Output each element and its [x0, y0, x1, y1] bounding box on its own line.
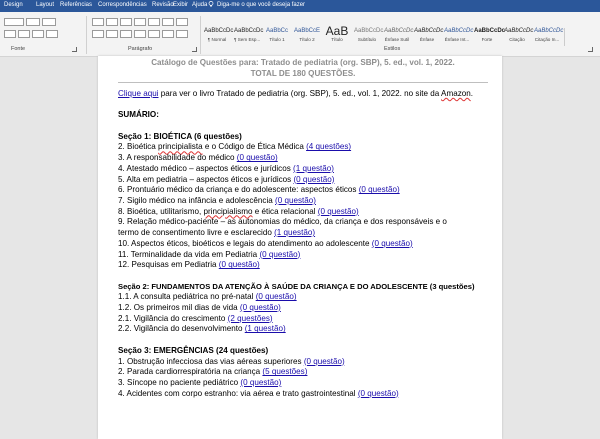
intro-text: para ver o livro Tratado de pediatria (org. SBP), 5. ed., vol. 1, 2022. no site da — [158, 89, 442, 98]
item-text: 11. Terminalidade da vida em Pediatria — [118, 249, 260, 259]
font-color-button[interactable] — [4, 18, 24, 26]
list-item — [118, 185, 488, 196]
style-subtitle[interactable] — [354, 26, 384, 48]
tab-design[interactable]: Design — [4, 2, 23, 8]
item-text: 4. Acidentes com corpo estranho: via aérea e trato gastrointestinal — [118, 388, 358, 398]
style-preview: AaBbCcDc — [444, 28, 474, 34]
style-name: Título 1 — [269, 37, 285, 42]
item-text: 3. Síncope no paciente pediátrico — [118, 377, 241, 387]
style-name: Forte — [481, 37, 493, 42]
question-count-link[interactable]: (0 questão) — [255, 292, 297, 302]
style-name: Citação In... — [534, 37, 560, 42]
style-no-spacing[interactable] — [234, 26, 264, 48]
style-name: Título — [331, 37, 343, 42]
question-count-link[interactable]: (0 questão) — [357, 388, 399, 398]
style-heading-2[interactable] — [294, 26, 320, 48]
section-1-heading: Seção 1: BIOÉTICA (6 questões) — [118, 131, 242, 141]
style-title[interactable] — [324, 26, 350, 48]
item-text: 10. Aspectos éticos, bioéticos e legais do atendimento ao adolescente — [118, 238, 372, 248]
item-text: 1.1. A consulta pediátrica no pré-natal — [118, 292, 256, 302]
style-normal[interactable] — [204, 26, 234, 48]
list-item — [118, 260, 488, 271]
tab-review[interactable]: Revisão — [152, 2, 174, 8]
question-count-link[interactable]: (5 questões) — [262, 367, 308, 377]
borders-button[interactable] — [176, 30, 188, 38]
tab-view[interactable]: Exibir — [173, 2, 189, 8]
question-count-link[interactable]: (1 questão) — [244, 324, 286, 334]
bold-button[interactable] — [4, 30, 16, 38]
list-item — [118, 142, 488, 153]
title-divider — [118, 82, 488, 83]
document-page[interactable] — [98, 56, 502, 439]
list-item — [118, 196, 488, 207]
list-item — [118, 367, 488, 378]
style-name: Subtítulo — [357, 37, 377, 42]
bullets-button[interactable] — [92, 18, 104, 26]
intro-amazon: Amazon — [441, 89, 471, 98]
style-name: ¶ Normal — [207, 37, 227, 42]
question-count-link[interactable]: (0 questão) — [371, 238, 413, 248]
styles-group-label: Estilos — [384, 46, 401, 52]
list-item — [118, 164, 488, 175]
decrease-indent-button[interactable] — [134, 18, 146, 26]
item-text: 5. Alta em pediatria – aspectos éticos e jurídicos — [118, 174, 294, 184]
question-count-link[interactable]: (0 questão) — [240, 377, 282, 387]
style-emphasis[interactable] — [414, 26, 444, 48]
lightbulb-icon — [208, 1, 214, 7]
paragraph-group-label: Parágrafo — [128, 46, 153, 52]
divider — [86, 16, 87, 54]
section-2-heading: Seção 2: FUNDAMENTOS DA ATENÇÃO À SAÚDE DA CRIANÇA E DO ADOLESCENTE (3 questões) — [118, 281, 475, 291]
item-text: 8. Bioética, utilitarismo, — [118, 206, 204, 216]
question-count-link[interactable]: (4 questões) — [306, 142, 352, 152]
numbering-button[interactable] — [106, 18, 118, 26]
style-strong[interactable] — [474, 26, 506, 48]
align-center-button[interactable] — [106, 30, 118, 38]
question-count-link[interactable]: (0 questão) — [275, 196, 316, 205]
list-item — [118, 250, 488, 261]
list-item: 9. Relação médico-paciente – as autonomias do médico, da criança e dos responsáveis e o — [118, 217, 447, 227]
multilevel-list-button[interactable] — [120, 18, 132, 26]
item-text: 1.2. Os primeiros mil dias de vida — [118, 303, 240, 313]
style-preview: AaBbCc — [265, 28, 288, 34]
styles-scroll-icon[interactable] — [564, 28, 571, 46]
list-item — [118, 303, 488, 314]
style-intense-quote[interactable] — [534, 26, 564, 48]
item-text-spellcheck: principialismo — [203, 206, 253, 216]
item-text: 2. Bioética — [118, 142, 159, 152]
list-item — [118, 175, 488, 186]
item-text: e ética relacional — [252, 206, 318, 216]
question-count-link[interactable]: (0 questão) — [239, 303, 281, 313]
list-item — [118, 378, 488, 389]
tell-me-text: Diga-me o que você deseja fazer — [217, 2, 306, 8]
amazon-link-click-here[interactable]: Clique aqui — [118, 89, 159, 98]
ribbon — [0, 12, 600, 57]
style-preview: AaBbCcDc — [354, 28, 384, 34]
spacer — [118, 100, 488, 111]
style-name: Ênfase — [419, 37, 435, 42]
item-text: 2. Parada cardiorrespiratória na criança — [118, 367, 263, 377]
style-preview: AaBbCcDc — [534, 28, 564, 34]
text-highlight-button[interactable] — [26, 18, 40, 26]
strikethrough-button[interactable] — [46, 30, 58, 38]
item-text: 1. Obstrução infecciosa das vias aéreas superiores — [118, 356, 304, 366]
list-item — [118, 314, 488, 325]
styles-dialog-launcher-icon[interactable] — [588, 47, 593, 52]
spacer — [118, 121, 488, 132]
shading-button[interactable] — [162, 30, 174, 38]
intro-paragraph — [118, 89, 488, 100]
style-preview: AaBbCcDc — [474, 28, 506, 34]
style-name: Título 2 — [299, 37, 315, 42]
divider — [200, 16, 201, 54]
question-count-link[interactable]: (0 questão) — [303, 356, 345, 366]
item-text-spellcheck: principialista — [158, 142, 203, 152]
question-count-link[interactable]: (0 questão) — [236, 153, 278, 163]
tab-layout[interactable]: Layout — [36, 2, 55, 8]
item-text: 4. Atestado médico – aspectos éticos e jurídicos — [118, 163, 294, 173]
tab-help[interactable]: Ajuda — [192, 2, 208, 8]
style-name: Citação — [509, 37, 525, 42]
style-heading-1[interactable] — [264, 26, 290, 48]
intro-end: . — [470, 89, 473, 98]
question-count-link[interactable]: (0 questão) — [317, 206, 359, 216]
question-count-link[interactable]: (1 questão) — [293, 163, 334, 173]
italic-button[interactable] — [18, 30, 30, 38]
style-name: Ênfase Int... — [444, 37, 470, 42]
summary-heading: SUMÁRIO: — [118, 110, 159, 120]
doc-title-line-1: Catálogo de Questões para: Tratado de pediatria (org. SBP), 5. ed., vol. 1, 2022. — [151, 58, 455, 67]
tab-references[interactable]: Referências — [60, 2, 93, 8]
item-text: 6. Prontuário médico da criança e do adolescente: aspectos éticos — [118, 185, 359, 195]
paragraph-dialog-launcher-icon[interactable] — [192, 47, 197, 52]
underline-button[interactable] — [32, 30, 44, 38]
item-text: e o Código de Ética Médica — [202, 142, 307, 152]
list-item — [118, 357, 488, 368]
item-text: 2.2. Vigilância do desenvolvimento — [118, 324, 245, 334]
ribbon-tab-bar — [0, 0, 600, 12]
sort-button[interactable] — [162, 18, 174, 26]
list-item — [118, 324, 488, 335]
list-item — [118, 292, 488, 303]
line-spacing-button[interactable] — [148, 30, 160, 38]
item-text: 2.1. Vigilância do crescimento — [118, 313, 228, 323]
style-preview: AaBbCcDc — [234, 28, 264, 34]
style-preview: AaB — [325, 24, 349, 38]
style-subtle-emphasis[interactable] — [384, 26, 414, 48]
list-item — [118, 389, 488, 400]
question-count-link[interactable]: (0 questão) — [358, 185, 400, 195]
list-item — [118, 239, 488, 250]
spacer — [118, 271, 488, 282]
question-count-link[interactable]: (0 questão) — [218, 260, 260, 270]
font-group-label: Fonte — [11, 46, 26, 52]
increase-indent-button[interactable] — [148, 18, 160, 26]
style-preview: AaBbCcDc — [414, 28, 444, 34]
list-item — [118, 228, 488, 239]
document-body[interactable] — [118, 56, 488, 399]
align-left-button[interactable] — [92, 30, 104, 38]
spacer — [118, 335, 488, 346]
font-dialog-launcher-icon[interactable] — [72, 47, 77, 52]
question-count-link[interactable]: (2 questões) — [227, 313, 273, 323]
style-preview: AaBbCcDc — [504, 28, 534, 34]
item-text: 12. Pesquisas em Pediatria — [118, 260, 219, 270]
item-text: termo de consentimento livre e esclarecido — [118, 228, 275, 238]
doc-title-line-2: TOTAL DE 180 QUESTÕES. — [250, 68, 356, 78]
style-preview: AaBbCcDc — [384, 28, 414, 34]
justify-button[interactable] — [134, 30, 146, 38]
item-text: 7. Sigilo médico na infância e adolescência — [118, 196, 276, 205]
style-quote[interactable] — [504, 26, 534, 48]
style-preview: AaBbCcE — [294, 28, 321, 34]
item-text: 3. A responsabilidade do médico — [118, 153, 237, 163]
question-count-link[interactable]: (1 questão) — [274, 228, 316, 238]
question-count-link[interactable]: (0 questão) — [293, 174, 335, 184]
list-item — [118, 153, 488, 164]
align-right-button[interactable] — [120, 30, 132, 38]
style-preview: AaBbCcDc — [204, 28, 234, 34]
style-name: ¶ Sem Esp... — [234, 37, 261, 42]
section-3-heading: Seção 3: EMERGÊNCIAS (24 questões) — [118, 345, 269, 355]
font-size-button[interactable] — [42, 18, 56, 26]
tab-mailings[interactable]: Correspondências — [98, 2, 147, 8]
tell-me-box[interactable] — [208, 1, 305, 8]
style-name: Ênfase Sutil — [384, 37, 410, 42]
show-formatting-button[interactable] — [176, 18, 188, 26]
question-count-link[interactable]: (0 questão) — [259, 249, 301, 259]
list-item — [118, 207, 488, 218]
style-intense-emphasis[interactable] — [444, 26, 474, 48]
